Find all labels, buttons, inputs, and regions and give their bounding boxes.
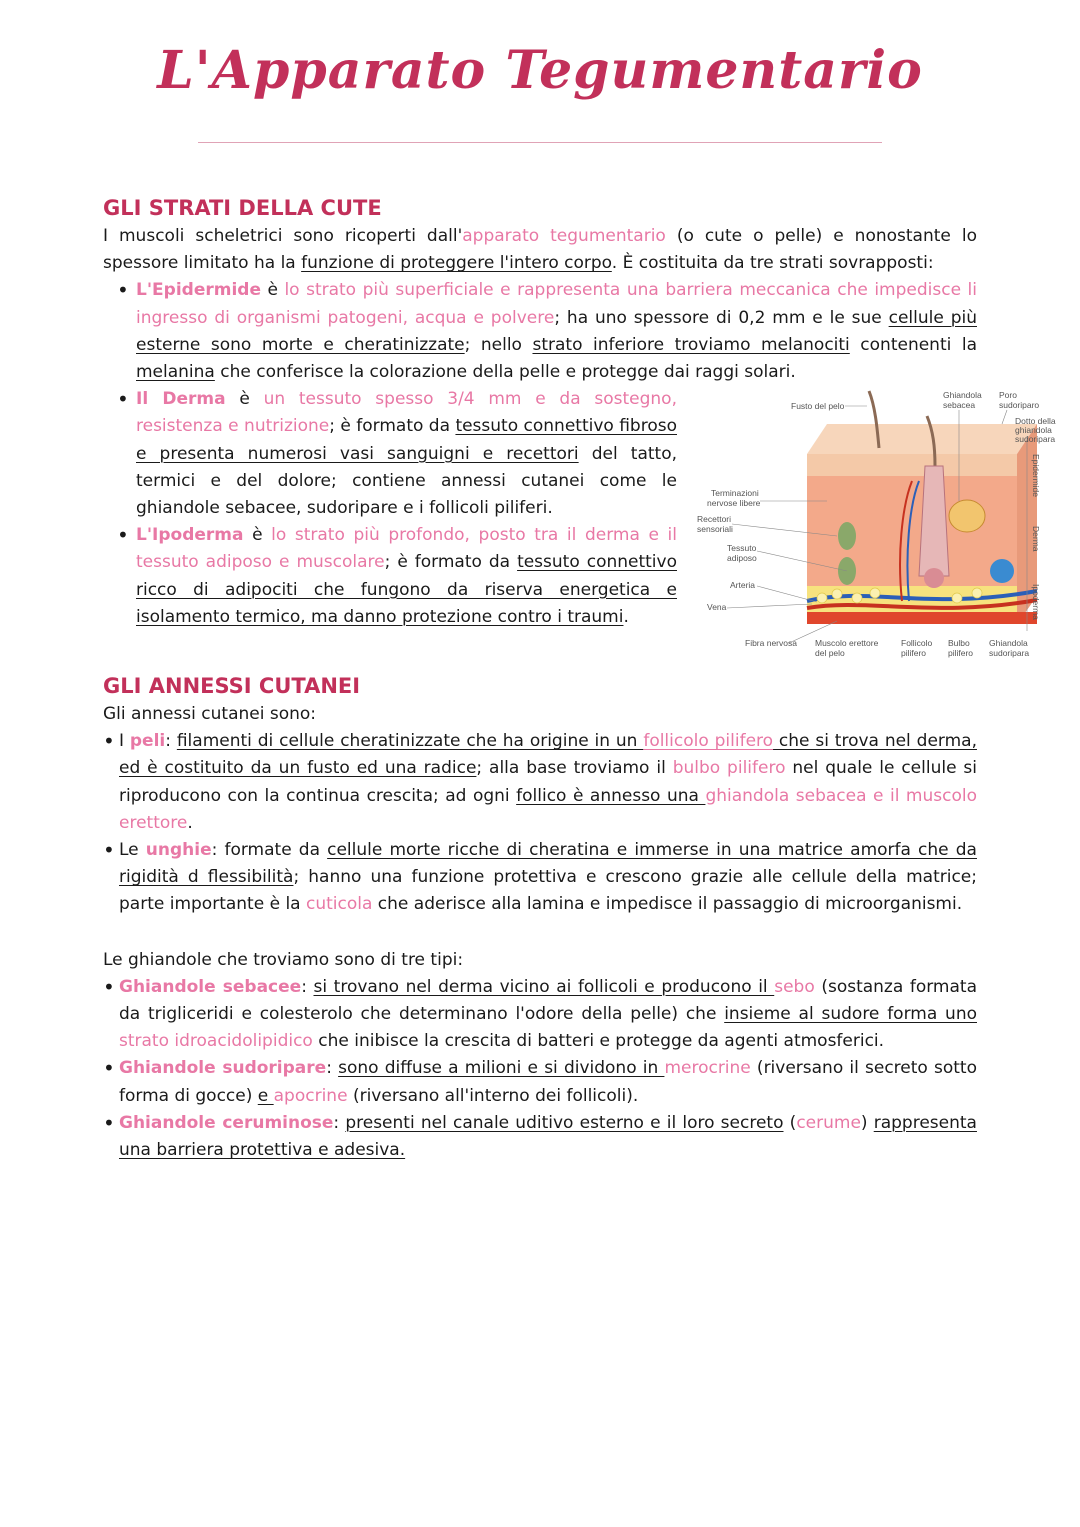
list-item-derma: • Il Derma è un tessuto spesso 3/4 mm e da sostegno, resistenza e nutrizione; è formato da tessuto connettivo fibroso e presenta numerosi vasi sanguigni e recettori del tatto, termici e del dolore; contiene annessi cutanei come le ghiandole sebacee, sudoripare e i follicoli piliferi.	[103, 386, 677, 522]
label-arteria: Arteria	[730, 580, 756, 591]
label-tessuto-2: adiposo	[727, 553, 757, 564]
label-ghiandola-sudoripara-2: sudoripara	[989, 648, 1030, 659]
section-heading-annessi: GLI ANNESSI CUTANEI	[103, 674, 361, 699]
label-fibra: Fibra nervosa	[745, 638, 797, 649]
label-fusto: Fusto del pelo	[791, 401, 845, 412]
ghiandole-list	[103, 974, 977, 1164]
label-dotto-3: sudoripara	[1015, 434, 1056, 445]
label-bulbo-1: Bulbo	[948, 638, 970, 649]
label-ghiandola-sebacea-2: sebacea	[943, 400, 976, 411]
label-follicolo-1: Follicolo	[901, 638, 933, 649]
label-muscolo-2: del pelo	[815, 648, 845, 659]
annessi-intro: Gli annessi cutanei sono:	[103, 704, 317, 725]
hair-bulb	[924, 568, 944, 588]
label-follicolo-2: pilifero	[901, 648, 927, 659]
label-ghiandola-sebacea-1: Ghiandola	[943, 390, 982, 401]
label-dotto-2: ghiandola	[1015, 425, 1052, 436]
annessi-list	[103, 728, 977, 918]
label-poro-2: sudoriparo	[999, 400, 1040, 411]
label-epidermide: Epidermide	[1031, 454, 1041, 498]
label-recettori-1: Recettori	[697, 514, 732, 525]
skin-cross-section-figure	[697, 386, 1063, 666]
ghiandole-intro: Le ghiandole che troviamo sono di tre tipi:	[103, 949, 464, 970]
sweat-gland	[990, 559, 1014, 583]
label-bulbo-2: pilifero	[948, 648, 974, 659]
label-muscolo-1: Muscolo erettore	[815, 638, 879, 649]
label-terminazioni-1: Terminazioni	[711, 488, 759, 499]
sebaceous-gland	[949, 500, 985, 532]
skin-surface	[807, 424, 1037, 454]
receptor	[838, 522, 856, 550]
label-recettori-2: sensoriali	[697, 524, 733, 535]
list-item-ceruminose: • Ghiandole ceruminose: presenti nel canale uditivo esterno e il loro secreto (cerume) rappresenta una barriera protettiva e adesiva.	[103, 1110, 977, 1164]
label-terminazioni-2: nervose libere	[707, 498, 761, 509]
label-tessuto-1: Tessuto	[727, 543, 757, 554]
label-dotto-1: Dotto della	[1015, 416, 1056, 427]
label-ghiandola-sudoripara-1: Ghiandola	[989, 638, 1028, 649]
list-item-sebacee: • Ghiandole sebacee: si trovano nel derma vicino ai follicoli e producono il sebo (sostanza formata da trigliceridi e colesterolo che determinano l'odore della pelle) che insieme al sudore forma uno strato idroacidolipidico che inibisce la crescita di batteri e protegge da agenti atmosferici.	[103, 974, 977, 1056]
document-body	[103, 193, 1056, 1164]
label-poro-1: Poro	[999, 390, 1017, 401]
list-item-ipoderma: • L'Ipoderma è lo strato più profondo, posto tra il derma e il tessuto adiposo e muscolare; è formato da tessuto connettivo ricco di adipociti che fungono da riserva energetica e isolamento termico, ma danno protezione contro i traumi.	[103, 522, 677, 631]
page-title: L'Apparato Tegumentario	[157, 40, 923, 101]
layers-list	[103, 277, 977, 386]
section-heading-strati: GLI STRATI DELLA CUTE	[103, 196, 382, 220]
muscle-band	[807, 612, 1037, 624]
list-item-sudoripare: • Ghiandole sudoripare: sono diffuse a milioni e si dividono in merocrine (riversano il secreto sotto forma di gocce) e apocrine (riversano all'interno dei follicoli).	[103, 1055, 977, 1109]
derma-ipoderma-block	[103, 386, 1056, 659]
label-derma: Derma	[1031, 526, 1041, 552]
title-divider	[198, 142, 882, 143]
epidermis-layer	[807, 454, 1017, 476]
list-item-unghie: • Le unghie: formate da cellule morte ricche di cheratina e immerse in una matrice amorfa che da rigidità d flessibilità; hanno una funzione protettiva e crescono grazie alle cellule della matrice; parte importante è la cuticola che aderisce alla lamina e impedisce il passaggio di microorganismi.	[103, 837, 977, 919]
label-vena: Vena	[707, 602, 727, 613]
list-item-peli: • I peli: filamenti di cellule cheratinizzate che ha origine in un follicolo pilifero che si trova nel derma, ed è costituito da un fusto ed una radice; alla base troviamo il bulbo pilifero nel quale le cellule si riproducono con la continua crescita; ad ogni follico è annesso una ghiandola sebacea e il muscolo erettore.	[103, 728, 977, 837]
list-item-epidermide: • L'Epidermide è lo strato più superficiale e rappresenta una barriera meccanica che impedisce li ingresso di organismi patogeni, acqua e polvere; ha uno spessore di 0,2 mm e le sue cellule più esterne sono morte e cheratinizzate; nello strato inferiore troviamo melanociti contenenti la melanina che conferisce la colorazione della pelle e protegge dai raggi solari.	[103, 277, 977, 386]
intro-paragraph: I muscoli scheletrici sono ricoperti dall'apparato tegumentario (o cute o pelle) e nonostante lo spessore limitato ha la funzione di proteggere l'intero corpo. È costituita da tre strati sovrapposti:	[103, 226, 977, 274]
label-ipoderma: Ipoderma	[1031, 584, 1041, 621]
